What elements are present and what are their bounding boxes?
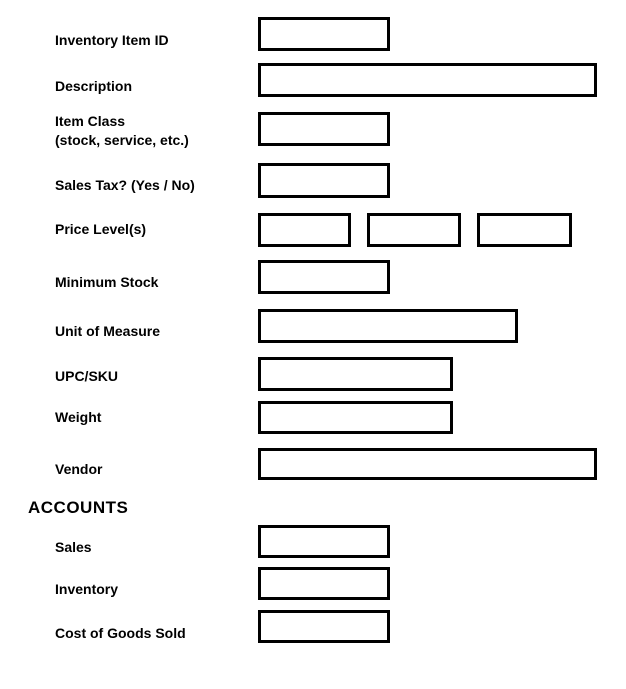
sales-account-input[interactable] (258, 525, 390, 558)
unit-of-measure-label: Unit of Measure (55, 323, 161, 339)
sales-account-label: Sales (55, 539, 92, 555)
cost-of-goods-sold-input[interactable] (258, 610, 390, 643)
vendor-input[interactable] (258, 448, 597, 480)
weight-input[interactable] (258, 401, 453, 434)
inventory-item-id-input[interactable] (258, 17, 390, 51)
price-level-2-input[interactable] (367, 213, 461, 247)
price-levels-label: Price Level(s) (55, 221, 147, 237)
minimum-stock-label: Minimum Stock (55, 274, 159, 290)
accounts-section-heading: ACCOUNTS (28, 498, 129, 517)
upc-sku-label: UPC/SKU (55, 368, 119, 384)
weight-label: Weight (55, 409, 102, 425)
description-label: Description (55, 78, 133, 94)
sales-tax-input[interactable] (258, 163, 390, 198)
minimum-stock-input[interactable] (258, 260, 390, 294)
vendor-label: Vendor (55, 461, 103, 477)
inventory-account-label: Inventory (55, 581, 119, 597)
item-class-input[interactable] (258, 112, 390, 146)
item-class-label-line1: Item Class (55, 113, 126, 129)
item-class-label-line2: (stock, service, etc.) (55, 132, 189, 148)
item-class-label (55, 112, 189, 150)
unit-of-measure-input[interactable] (258, 309, 518, 343)
inventory-item-id-label: Inventory Item ID (55, 32, 169, 48)
price-level-3-input[interactable] (477, 213, 572, 247)
upc-sku-input[interactable] (258, 357, 453, 391)
description-input[interactable] (258, 63, 597, 97)
price-level-1-input[interactable] (258, 213, 351, 247)
inventory-account-input[interactable] (258, 567, 390, 600)
sales-tax-label: Sales Tax? (Yes / No) (55, 177, 195, 193)
cost-of-goods-sold-label: Cost of Goods Sold (55, 625, 186, 641)
